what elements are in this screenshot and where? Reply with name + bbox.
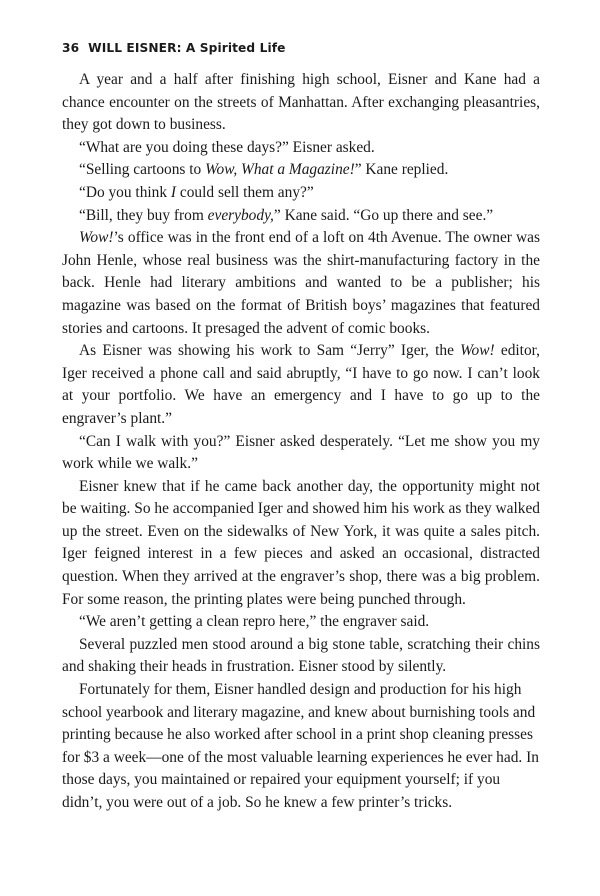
text-run: “Bill, they buy from xyxy=(79,206,208,224)
paragraph xyxy=(62,679,540,815)
text-run: “Can I walk with you?” Eisner asked desperately. “Let me show you my work while we walk.” xyxy=(62,432,540,473)
text-run: “Do you think xyxy=(79,183,171,201)
italic-text: Wow, What a Magazine! xyxy=(205,161,355,179)
running-head-title: WILL EISNER: A Spirited Life xyxy=(88,41,286,55)
text-run: As Eisner was showing his work to Sam “Jerry” Iger, the xyxy=(79,342,461,360)
italic-text: Wow! xyxy=(79,229,114,247)
paragraph xyxy=(62,340,540,430)
italic-text: Wow! xyxy=(460,342,495,360)
paragraph xyxy=(62,227,540,340)
text-run: could sell them any?” xyxy=(176,183,314,201)
paragraph xyxy=(62,634,540,679)
text-run: Several puzzled men stood around a big stone table, scratching their chins and shaking their heads in frustration. Eisner stood by silently. xyxy=(62,635,540,676)
paragraph xyxy=(62,69,540,137)
paragraph xyxy=(62,137,540,160)
italic-text: I xyxy=(170,183,177,201)
running-head xyxy=(62,38,540,58)
paragraph xyxy=(62,205,540,228)
paragraph xyxy=(62,159,540,182)
paragraph xyxy=(62,182,540,205)
text-run: ” Kane said. “Go up there and see.” xyxy=(273,206,494,224)
text-run: “We aren’t getting a clean repro here,” the engraver said. xyxy=(79,613,430,631)
text-run: Fortunately for them, Eisner handled design and production for his high school yearbook and literary magazine, and knew about burnishing tools and printing because he also worked after school in a print shop cleaning presses for $3 a week—one of the most valuable learning experiences he ever had. In those days, you maintained or repaired your equipment yourself; if you didn’t, you were out of a job. So he knew a few printer’s tricks. xyxy=(62,681,539,811)
paragraph xyxy=(62,476,540,612)
paragraph xyxy=(62,611,540,634)
text-run: “Selling cartoons to xyxy=(79,161,206,179)
italic-text: everybody, xyxy=(207,206,274,224)
paragraph xyxy=(62,431,540,476)
text-run: ” Kane replied. xyxy=(354,161,449,179)
text-run: “What are you doing these days?” Eisner asked. xyxy=(79,138,375,156)
text-run: ’s office was in the front end of a loft on 4th Avenue. The owner was John Henle, whose real business was the shirt-manufacturing factory in the back. Henle had literary ambitions and wanted to be a publisher; his magazine was based on the format of British boys’ magazines that featured stories and cartoons. It presaged the advent of comic books. xyxy=(62,229,540,337)
page-number: 36 xyxy=(62,41,80,55)
body-text xyxy=(62,69,540,815)
text-run: Eisner knew that if he came back another day, the opportunity might not be waiting. So he accompanied Iger and showed him his work as they walked up the street. Even on the sidewalks of New York, it was quite a sales pitch. Iger feigned interest in a few pieces and asked an occasional, distracted question. When they arrived at the engraver’s shop, there was a big problem. For some reason, the printing plates were being punched through. xyxy=(62,477,540,608)
text-run: A year and a half after finishing high school, Eisner and Kane had a chance encounter on the streets of Manhattan. After exchanging pleasantries, they got down to business. xyxy=(62,71,540,134)
book-page xyxy=(62,38,540,815)
text-run: editor, Iger received a phone call and said abruptly, “I have to go now. I can’t look at your portfolio. We have an emergency and I have to go up to the engraver’s plant.” xyxy=(62,342,540,427)
